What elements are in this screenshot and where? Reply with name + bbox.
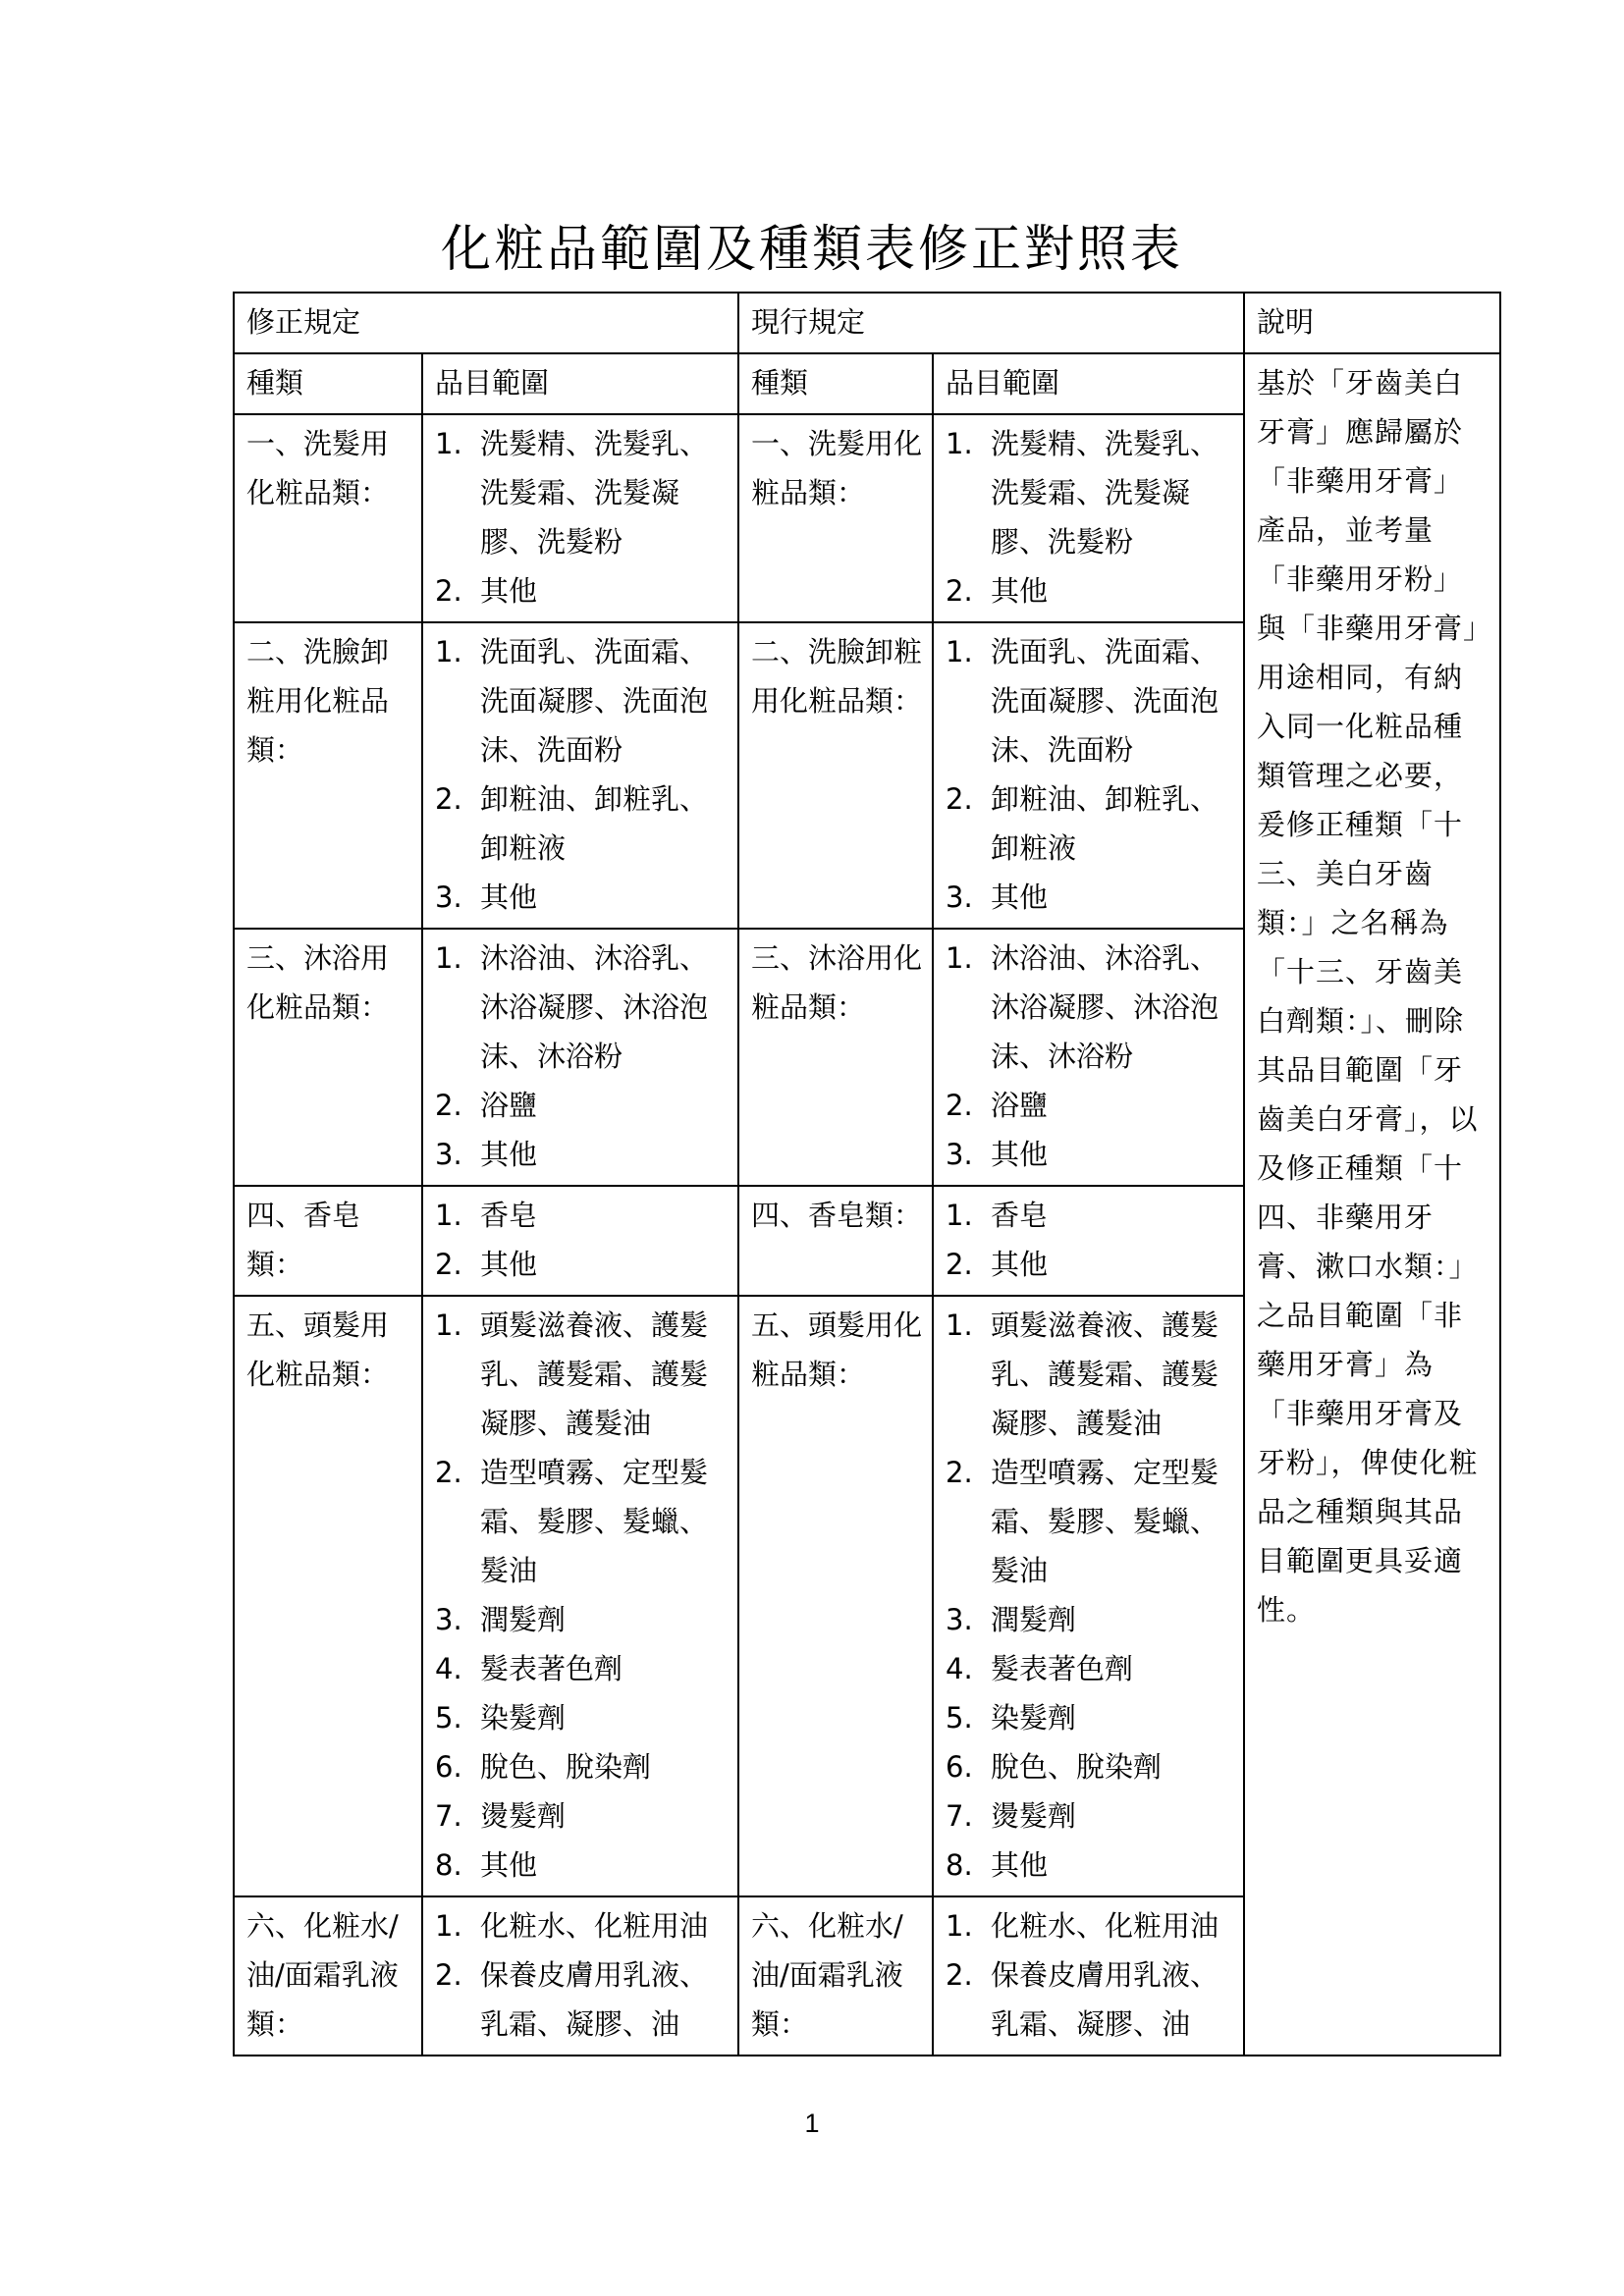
- list-item: [435, 1644, 728, 1693]
- item-number: 1.: [435, 1909, 462, 1943]
- item-number: 2.: [435, 1089, 462, 1122]
- item-number: 1.: [946, 1308, 973, 1342]
- item-number: 1.: [435, 635, 462, 668]
- document-title: 化粧品範圍及種類表修正對照表: [440, 221, 1183, 279]
- item-text: 其他: [991, 1138, 1049, 1171]
- item-text: 其他: [480, 574, 538, 608]
- list-item: [946, 1841, 1233, 1890]
- current-scope-cell: [933, 929, 1244, 1186]
- list-item: [435, 1791, 728, 1841]
- list-item: [435, 1240, 728, 1289]
- item-text: 脫色、脫染劑: [480, 1750, 652, 1784]
- list-item: [435, 566, 728, 615]
- list-item: [946, 1448, 1233, 1595]
- item-number: 4.: [435, 1652, 462, 1685]
- item-number: 2.: [946, 1958, 973, 1992]
- item-number: 3.: [946, 1138, 973, 1171]
- item-number: 2.: [435, 574, 462, 608]
- item-number: 1.: [435, 1308, 462, 1342]
- item-text: 頭髮滋養液、護髮乳、護髮霜、護髮凝膠、護髮油: [480, 1308, 709, 1440]
- item-text: 頭髮滋養液、護髮乳、護髮霜、護髮凝膠、護髮油: [991, 1308, 1219, 1440]
- item-list: [946, 934, 1233, 1179]
- item-list: [435, 419, 728, 615]
- item-text: 其他: [991, 1248, 1049, 1281]
- item-number: 2.: [946, 1248, 973, 1281]
- current-scope-cell: [933, 1896, 1244, 2056]
- list-item: [435, 1301, 728, 1448]
- current-category-cell: 三、沐浴用化粧品類：: [738, 929, 933, 1186]
- item-list: [946, 627, 1233, 922]
- item-text: 洗面乳、洗面霜、洗面凝膠、洗面泡沫、洗面粉: [480, 635, 709, 767]
- list-item: [435, 627, 728, 774]
- page-number: 1: [804, 2109, 820, 2138]
- list-item: [946, 1081, 1233, 1130]
- revised-category-cell: 四、香皂類：: [234, 1186, 422, 1296]
- list-item: [435, 1841, 728, 1890]
- revised-category-cell: 五、頭髮用化粧品類：: [234, 1296, 422, 1896]
- revised-category-header: 種類: [234, 353, 422, 414]
- item-number: 8.: [435, 1848, 462, 1882]
- current-category-cell: 五、頭髮用化粧品類：: [738, 1296, 933, 1896]
- item-number: 6.: [946, 1750, 973, 1784]
- item-text: 造型噴霧、定型髮霜、髮膠、髮蠟、髮油: [991, 1456, 1219, 1587]
- list-item: [435, 1191, 728, 1240]
- revised-scope-cell: [422, 1186, 738, 1296]
- list-item: [435, 1448, 728, 1595]
- item-text: 髮表著色劑: [480, 1652, 623, 1685]
- item-text: 燙髮劑: [480, 1799, 567, 1833]
- item-list: [435, 1901, 728, 2049]
- item-text: 浴鹽: [480, 1089, 538, 1122]
- list-item: [946, 1644, 1233, 1693]
- item-text: 化粧水、化粧用油: [480, 1909, 709, 1943]
- explanation-cell: 基於「牙齒美白牙膏」應歸屬於「非藥用牙膏」產品，並考量「非藥用牙粉」與「非藥用牙膏」用途相同，有納入同一化粧品種類管理之必要，爰修正種類「十三、美白牙齒類：」之名稱為「十三、牙齒美白劑類：」、刪除其品目範圍「牙齒美白牙膏」，以及修正種類「十四、非藥用牙膏、漱口水類：」之品目範圍「非藥用牙膏」為「非藥用牙膏及牙粉」，俾使化粧品之種類與其品目範圍更具妥適性。: [1244, 353, 1500, 2056]
- current-scope-cell: [933, 622, 1244, 929]
- item-text: 造型噴霧、定型髮霜、髮膠、髮蠟、髮油: [480, 1456, 709, 1587]
- item-number: 2.: [435, 1456, 462, 1489]
- item-number: 3.: [946, 881, 973, 914]
- item-text: 燙髮劑: [991, 1799, 1077, 1833]
- revised-category-cell: 一、洗髮用化粧品類：: [234, 414, 422, 622]
- list-item: [435, 1742, 728, 1791]
- item-text: 髮表著色劑: [991, 1652, 1134, 1685]
- item-text: 卸粧油、卸粧乳、卸粧液: [991, 782, 1219, 865]
- item-text: 其他: [480, 1248, 538, 1281]
- current-category-cell: 四、香皂類：: [738, 1186, 933, 1296]
- comparison-table: [233, 292, 1501, 2056]
- list-item: [946, 934, 1233, 1081]
- item-number: 1.: [946, 1909, 973, 1943]
- revised-scope-cell: [422, 622, 738, 929]
- list-item: [435, 1693, 728, 1742]
- list-item: [435, 934, 728, 1081]
- header-row-1: [234, 293, 1500, 353]
- item-text: 洗髮精、洗髮乳、洗髮霜、洗髮凝膠、洗髮粉: [991, 427, 1219, 559]
- item-text: 潤髮劑: [991, 1603, 1077, 1636]
- list-item: [435, 419, 728, 566]
- item-text: 其他: [480, 1138, 538, 1171]
- list-item: [946, 1742, 1233, 1791]
- list-item: [435, 1901, 728, 1950]
- item-number: 1.: [946, 427, 973, 460]
- item-number: 2.: [435, 1248, 462, 1281]
- item-text: 卸粧油、卸粧乳、卸粧液: [480, 782, 709, 865]
- current-category-cell: 一、洗髮用化粧品類：: [738, 414, 933, 622]
- revised-scope-cell: [422, 1296, 738, 1896]
- item-number: 1.: [435, 941, 462, 975]
- item-number: 3.: [435, 1603, 462, 1636]
- item-text: 洗髮精、洗髮乳、洗髮霜、洗髮凝膠、洗髮粉: [480, 427, 709, 559]
- item-text: 浴鹽: [991, 1089, 1049, 1122]
- item-text: 染髮劑: [480, 1701, 567, 1735]
- item-list: [946, 1901, 1233, 2049]
- item-text: 洗面乳、洗面霜、洗面凝膠、洗面泡沫、洗面粉: [991, 635, 1219, 767]
- item-list: [435, 627, 728, 922]
- item-text: 其他: [991, 881, 1049, 914]
- item-number: 4.: [946, 1652, 973, 1685]
- item-text: 保養皮膚用乳液、乳霜、凝膠、油: [991, 1958, 1219, 2041]
- list-item: [946, 774, 1233, 873]
- list-item: [946, 1950, 1233, 2049]
- revised-category-cell: 二、洗臉卸粧用化粧品類：: [234, 622, 422, 929]
- list-item: [946, 873, 1233, 922]
- item-number: 5.: [946, 1701, 973, 1735]
- revised-scope-cell: [422, 1896, 738, 2056]
- current-scope-header: 品目範圍: [933, 353, 1244, 414]
- item-text: 保養皮膚用乳液、乳霜、凝膠、油: [480, 1958, 709, 2041]
- list-item: [946, 1191, 1233, 1240]
- list-item: [435, 1081, 728, 1130]
- revised-scope-header: 品目範圍: [422, 353, 738, 414]
- item-number: 1.: [435, 1199, 462, 1232]
- item-text: 其他: [480, 881, 538, 914]
- item-text: 其他: [480, 1848, 538, 1882]
- item-list: [946, 419, 1233, 615]
- item-number: 1.: [946, 635, 973, 668]
- list-item: [435, 1130, 728, 1179]
- current-scope-cell: [933, 1296, 1244, 1896]
- item-number: 1.: [435, 427, 462, 460]
- item-number: 1.: [946, 941, 973, 975]
- current-category-cell: 二、洗臉卸粧用化粧品類：: [738, 622, 933, 929]
- item-number: 2.: [946, 1456, 973, 1489]
- item-text: 沐浴油、沐浴乳、沐浴凝膠、沐浴泡沫、沐浴粉: [991, 941, 1219, 1073]
- item-number: 3.: [946, 1603, 973, 1636]
- item-number: 7.: [435, 1799, 462, 1833]
- current-header: 現行規定: [738, 293, 1244, 353]
- item-number: 1.: [946, 1199, 973, 1232]
- revised-category-cell: 六、化粧水/油/面霜乳液類：: [234, 1896, 422, 2056]
- list-item: [946, 627, 1233, 774]
- list-item: [946, 419, 1233, 566]
- item-list: [946, 1301, 1233, 1890]
- list-item: [946, 566, 1233, 615]
- item-number: 2.: [946, 574, 973, 608]
- list-item: [435, 873, 728, 922]
- revised-scope-cell: [422, 414, 738, 622]
- list-item: [946, 1240, 1233, 1289]
- item-number: 7.: [946, 1799, 973, 1833]
- list-item: [435, 1950, 728, 2049]
- item-number: 2.: [946, 782, 973, 816]
- header-row-2: [234, 353, 1500, 414]
- revised-header: 修正規定: [234, 293, 738, 353]
- item-number: 6.: [435, 1750, 462, 1784]
- item-number: 3.: [435, 1138, 462, 1171]
- item-list: [435, 934, 728, 1179]
- item-list: [435, 1301, 728, 1890]
- item-number: 8.: [946, 1848, 973, 1882]
- item-text: 脫色、脫染劑: [991, 1750, 1163, 1784]
- list-item: [946, 1901, 1233, 1950]
- current-category-cell: 六、化粧水/油/面霜乳液類：: [738, 1896, 933, 2056]
- item-text: 香皂: [480, 1199, 538, 1232]
- item-number: 5.: [435, 1701, 462, 1735]
- list-item: [946, 1595, 1233, 1644]
- item-number: 2.: [435, 1958, 462, 1992]
- item-text: 化粧水、化粧用油: [991, 1909, 1219, 1943]
- item-text: 潤髮劑: [480, 1603, 567, 1636]
- revised-category-cell: 三、沐浴用化粧品類：: [234, 929, 422, 1186]
- item-number: 3.: [435, 881, 462, 914]
- item-text: 其他: [991, 574, 1049, 608]
- item-number: 2.: [946, 1089, 973, 1122]
- list-item: [946, 1130, 1233, 1179]
- list-item: [946, 1693, 1233, 1742]
- item-text: 其他: [991, 1848, 1049, 1882]
- item-number: 2.: [435, 782, 462, 816]
- explanation-header: 說明: [1244, 293, 1500, 353]
- list-item: [946, 1301, 1233, 1448]
- list-item: [435, 1595, 728, 1644]
- item-text: 染髮劑: [991, 1701, 1077, 1735]
- item-text: 沐浴油、沐浴乳、沐浴凝膠、沐浴泡沫、沐浴粉: [480, 941, 709, 1073]
- list-item: [946, 1791, 1233, 1841]
- revised-scope-cell: [422, 929, 738, 1186]
- current-category-header: 種類: [738, 353, 933, 414]
- current-scope-cell: [933, 414, 1244, 622]
- list-item: [435, 774, 728, 873]
- item-text: 香皂: [991, 1199, 1049, 1232]
- current-scope-cell: [933, 1186, 1244, 1296]
- item-list: [435, 1191, 728, 1289]
- item-list: [946, 1191, 1233, 1289]
